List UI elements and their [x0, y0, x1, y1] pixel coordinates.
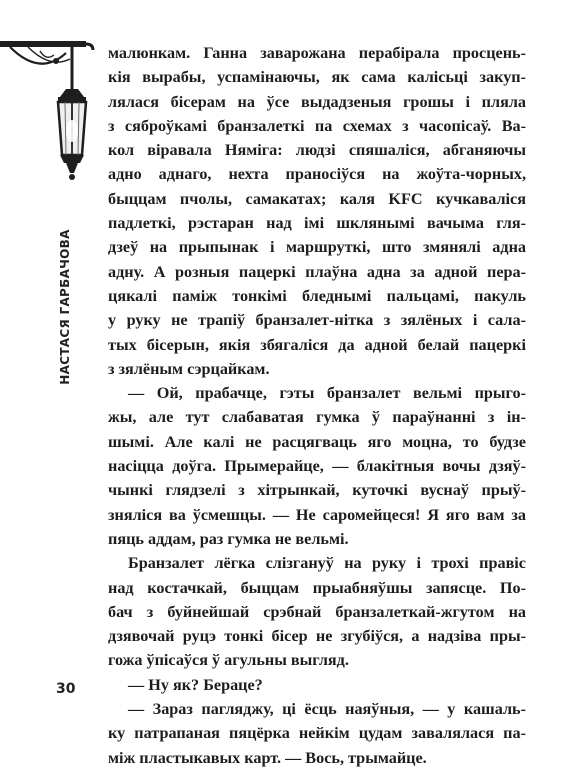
- text-line: пяць аддам, раз гумка не вельмі.: [108, 529, 349, 548]
- text-line: тых бісерын, якія збягаліся да адной белай пацеркі: [108, 335, 526, 354]
- text-line: ку патрапаная пяцёрка нейкім цудам завалялася па-: [108, 724, 526, 743]
- text-line: падлеткі, рэстаран над імі шклянымі вачыма гля-: [108, 214, 526, 233]
- text-line: — Ой, прабачце, гэты бранзалет вельмі прыго-: [128, 384, 526, 403]
- author-name: НАСТАСЯ ГАРБАЧОВА: [58, 229, 72, 385]
- text-line: — Ну як? Бераце?: [128, 675, 263, 694]
- text-line: жы, але тут слабаватая гумка ў параўнанні з ін-: [108, 408, 526, 427]
- text-line: між пластыкавых карт. — Вось, трымайце.: [108, 748, 427, 767]
- text-line: бач з буйнейшай срэбнай бранзалеткай-жгутом на: [108, 602, 526, 621]
- text-line: Бранзалет лёгка слізгануў на руку і трохі правіс: [128, 554, 526, 573]
- text-line: над костачкай, быццам прыабняўшы запясце. По-: [108, 578, 526, 597]
- text-line: дзеў на прыпынак і маршруткі, што змянялі адна: [108, 238, 526, 257]
- text-line: кія вырабы, успамінаючы, як сама калісьці закуп-: [108, 68, 526, 87]
- text-line: адну. А розныя пацеркі плаўна адна за адной пера-: [108, 262, 526, 281]
- text-line: кол віравала Няміга: людзі спяшаліся, абганяючы: [108, 141, 526, 160]
- text-line: з зялёным сэрцайкам.: [108, 359, 270, 378]
- running-head-author: [54, 222, 76, 392]
- text-line: з сяброўкамі бранзалеткі па схемах з часопісаў. Ва-: [108, 116, 526, 135]
- text-line: быццам пчолы, самакатах; каля KFC кучкаваліся: [108, 189, 526, 208]
- text-line: шымі. Але калі не расцягваць яго моцна, то будзе: [108, 432, 526, 451]
- street-lantern-icon: [0, 39, 100, 209]
- text-line: у руку не трапіў бранзалет-нітка з зялёных і сала-: [108, 311, 526, 330]
- page-number: 30: [56, 681, 76, 697]
- text-line: гожа ўпісаўся ў агульны выгляд.: [108, 651, 349, 670]
- text-line: насіцца доўга. Прымерайце, — блакітныя вочы дзяў-: [108, 457, 526, 476]
- text-line: цякалі паміж тонкімі бледнымі пальцамі, пакуль: [108, 286, 526, 305]
- body-text: [108, 41, 526, 770]
- text-line: лялася бісерам на ўсе выдадзеныя грошы і пляла: [108, 92, 526, 111]
- text-line: дзявочай руцэ тонкі бісер не згубіўся, а надзіва пры-: [108, 627, 526, 646]
- text-line: адно аднаго, нехта праносіўся на жоўта-чорных,: [108, 165, 526, 184]
- text-line: чынкі глядзелі з хітрынкай, куточкі вуснаў прыў-: [108, 481, 526, 500]
- text-line: — Зараз пагляджу, ці ёсць наяўныя, — у кашаль-: [128, 700, 526, 719]
- text-line: зняліся ва ўсмешцы. — Не саромейцеся! Я яго вам за: [108, 505, 526, 524]
- text-line: малюнкам. Ганна заварожана перабірала просцень-: [108, 44, 526, 62]
